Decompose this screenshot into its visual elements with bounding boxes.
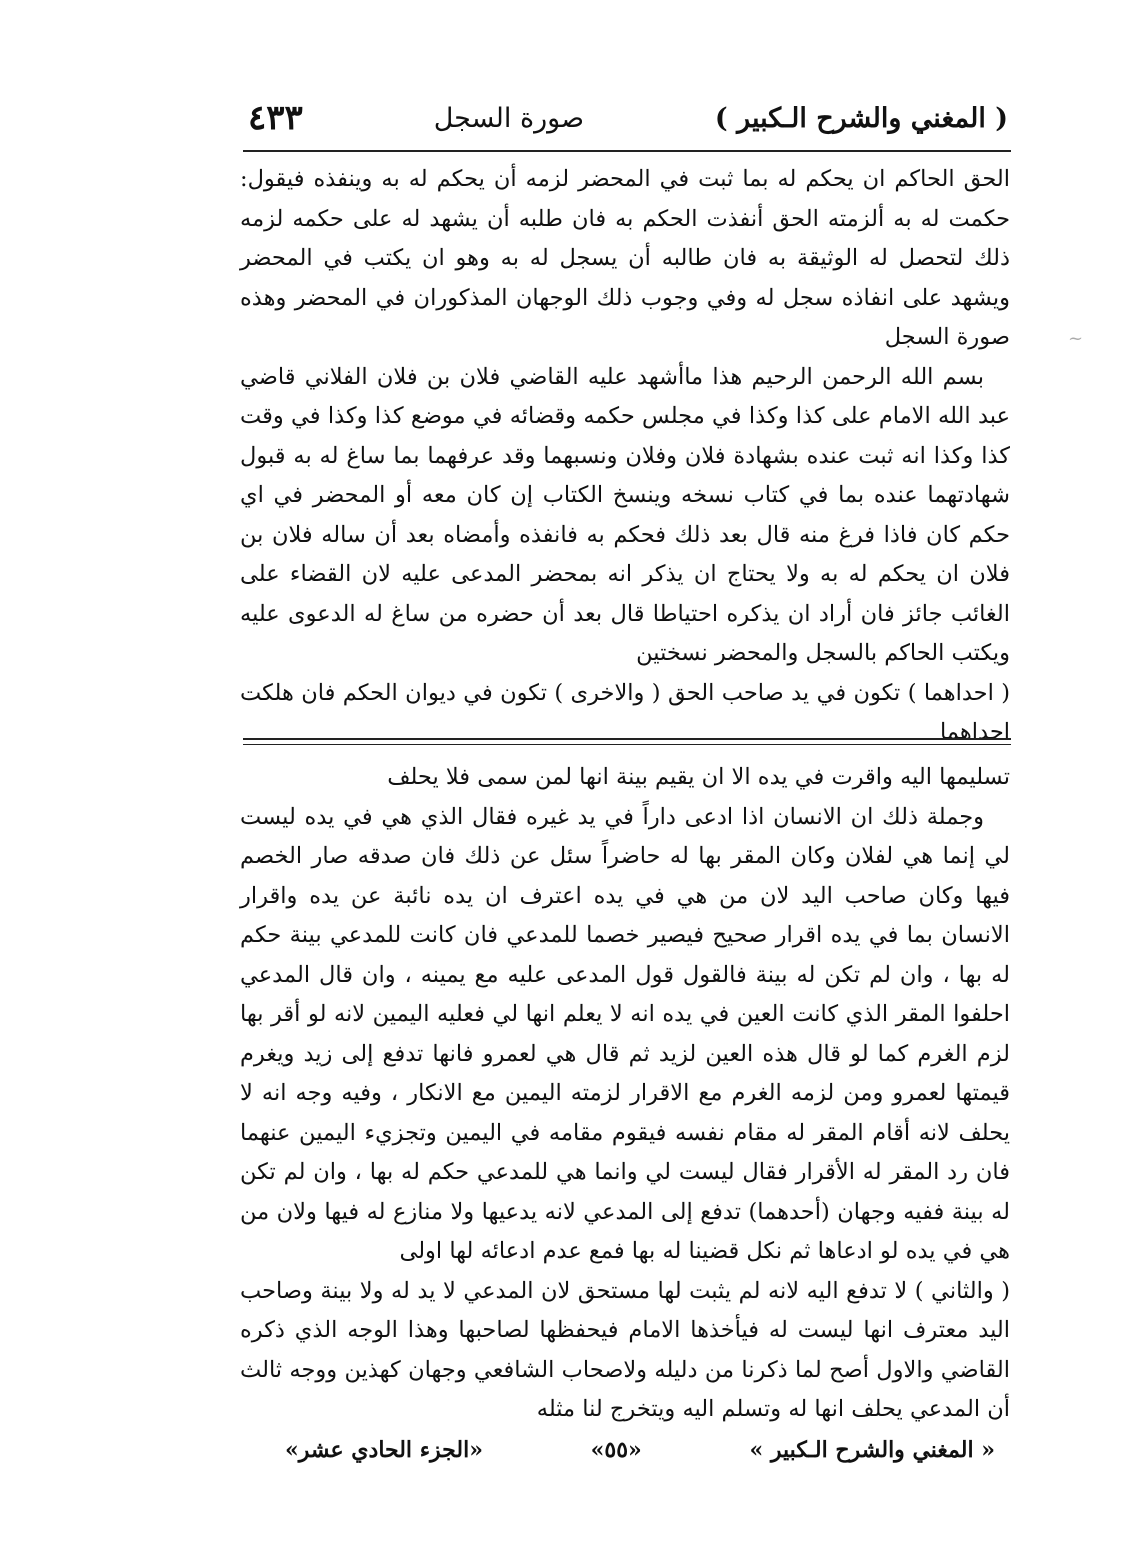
lower-paragraph-2: وجملة ذلك ان الانسان اذا ادعى داراً في يد غيره فقال الذي هي في يده ليست لي إنما هي لفلان وكان المقر بها له حاضراً سئل عن ذلك فان صدقه صار الخصم فيها وكان صاحب اليد لان من هي في يده اعترف ان يده نائبة عن يده واقرار الانسان بما في يده اقرار صحيح فيصير خصما للمدعي فان كانت للمدعي بينة حكم له بها ، وان لم تكن له بينة فالقول قول المدعى عليه مع يمينه ، وان قال المدعي احلفوا المقر الذي كانت العين في يده انه لا يعلم انها لي فعليه اليمين لانه لو أقر بها لزم الغرم كما لو قال هذه العين لزيد ثم قال هي لعمرو فانها تدفع إلى زيد ويغرم قيمتها لعمرو ومن لزمه الغرم مع الاقرار لزمته اليمين مع الانكار ، وفيه وجه انه لا يحلف لانه أقام المقر له مقام نفسه فيقوم مقامه في اليمين وتجزيء اليمين عنهما فان رد المقر له الأقرار فقال ليست لي وانما هي للمدعي حكم له بها ، وان لم تكن له بينة ففيه وجهان (أحدهما) تدفع إلى المدعي لانه يدعيها ولا منازع له فيها ولان من هي في يده لو ادعاها ثم نكل قضينا له بها فمع عدم ادعائه لها اولى (240, 803, 1010, 1264)
upper-paragraph-2: بسم الله الرحمن الرحيم هذا ماأشهد عليه القاضي فلان بن فلان الفلاني قاضي عبد الله الامام على كذا وكذا في مجلس حكمه وقضائه في موضع كذا وكذا في وقت كذا وكذا انه ثبت عنده بشهادة فلان وفلان ونسبهما وقد عرفهما بما ساغ له به قبول شهادتهما عنده بما في كتاب نسخه وينسخ الكتاب إن كان معه أو المحضر في اي حكم كان فاذا فرغ منه قال بعد ذلك فحكم به فانفذه وأمضاه بعد أن ساله فلان بن فلان ان يحكم له به ولا يحتاج ان يذكر انه بمحضر المدعى عليه لان القضاء على الغائب جائز فان أراد ان يذكره احتياطا قال بعد أن حضره من ساغ له الدعوى عليه ويكتب الحاكم بالسجل والمحضر نسختين (240, 363, 1010, 666)
upper-paragraph-1: الحق الحاكم ان يحكم له بما ثبت في المحضر لزمه أن يحكم له به وينفذه فيقول: حكمت له به ألزمته الحق أنفذت الحكم به فان طلبه أن يشهد له على حكمه لزمه ذلك لتحصل له الوثيقة به فان طالبه أن يسجل له به وهو ان يكتب في المحضر ويشهد على انفاذه سجل له وفي وجوب ذلك الوجهان المذكوران في المحضر وهذه صورة السجل (240, 166, 1010, 350)
upper-paragraph-3: ( احداهما ) تكون في يد صاحب الحق ( والاخرى ) تكون في ديوان الحكم فان هلكت احداهما (240, 679, 1010, 745)
page-footer (285, 1430, 995, 1470)
margin-mark: ~ (1068, 328, 1084, 349)
book-title: ( المغني والشرح الـكبير ) (714, 102, 1008, 134)
page-header (248, 88, 1008, 148)
footer-volume: «الجزء الحادي عشر» (285, 1437, 483, 1463)
page-number: ٤٣٣ (248, 98, 303, 138)
section-title: صورة السجل (433, 102, 585, 134)
lower-paragraph-3: ( والثاني ) لا تدفع اليه لانه لم يثبت لها مستحق لان المدعي لا يد له ولا بينة وصاحب اليد معترف انها ليست له فيأخذها الامام فيحفظها لصاحبها وهذا الوجه الذي ذكره القاضي والاول أصح لما ذكرنا من دليله ولاصحاب الشافعي وجهان كهذين ووجه ثالث أن المدعي يحلف انها له وتسلم اليه ويتخرج لنا مثله (240, 1277, 1010, 1422)
divider-rule-top (243, 738, 1011, 740)
divider-rule-bottom (243, 744, 1011, 745)
footer-book: « المغني والشرح الـكبير » (749, 1437, 995, 1463)
upper-text (240, 160, 1010, 753)
lower-paragraph-1: تسليمها اليه واقرت في يده الا ان يقيم بينة انها لمن سمى فلا يحلف (387, 764, 1010, 790)
footer-signature: «٥٥» (590, 1437, 642, 1463)
lower-text (240, 758, 1010, 1430)
header-rule (243, 150, 1011, 152)
